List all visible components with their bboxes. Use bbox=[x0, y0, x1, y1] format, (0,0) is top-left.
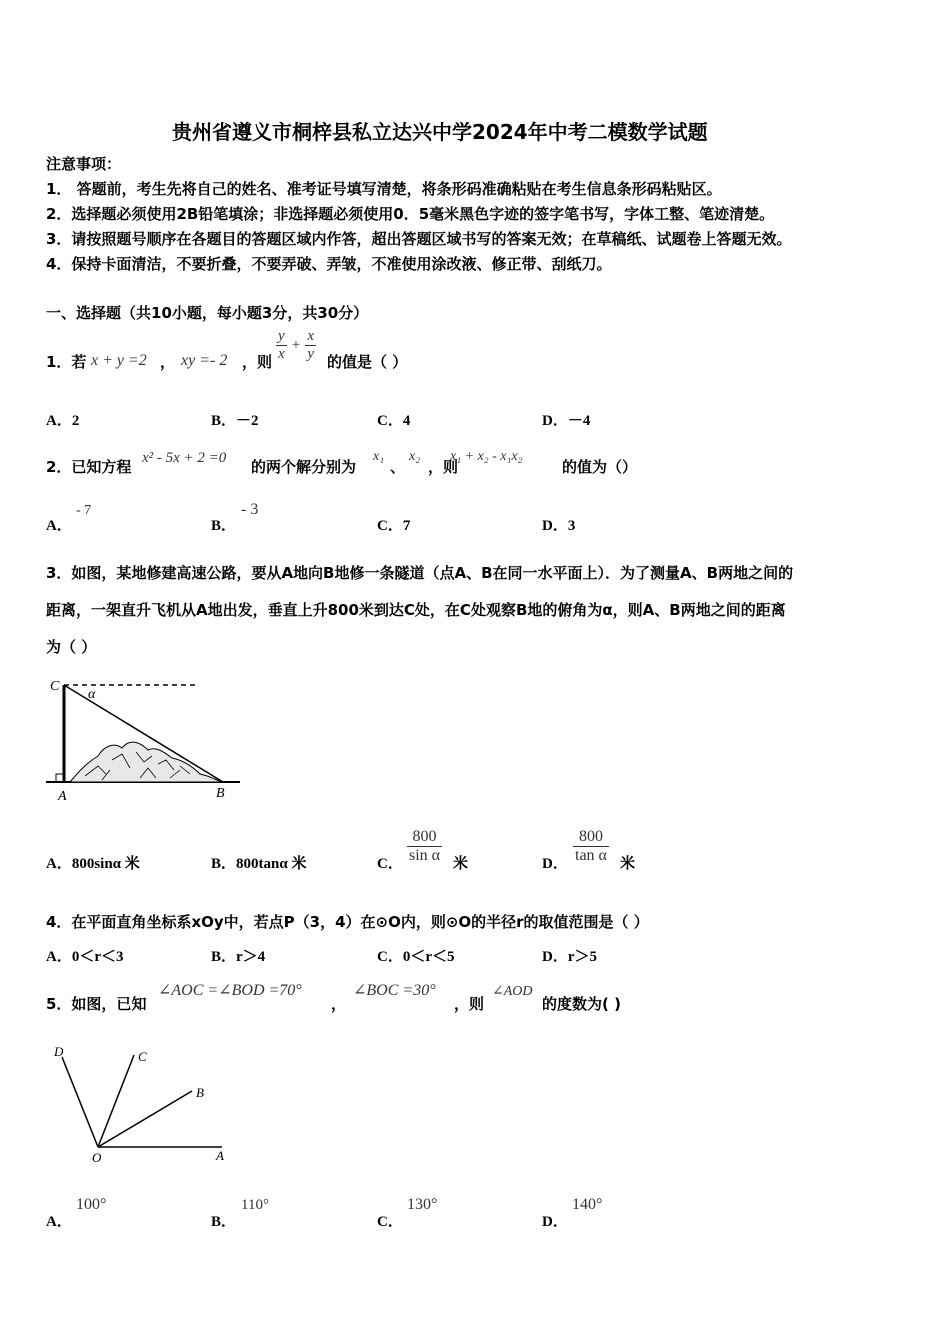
q2-mid1: 的两个解分别为 bbox=[251, 458, 357, 476]
q2-equation: x² - 5x + 2 =0 bbox=[142, 450, 227, 466]
notice-item-2: 2．选择题必须使用2B铅笔填涂；非选择题必须使用0．5毫米黑色字迹的签字笔书写，字体工整、笔迹清楚。 bbox=[46, 205, 775, 223]
q1-equation-1: x + y =2 bbox=[91, 352, 147, 369]
q3-label-alpha: α bbox=[88, 687, 96, 702]
q2-option-d: D．3 bbox=[542, 518, 576, 534]
q2-dun: 、 bbox=[390, 458, 406, 476]
q1-equation-2: xy =- 2 bbox=[181, 352, 228, 369]
q2-suffix: 的值为（） bbox=[562, 458, 638, 476]
q5-option-a-value: 100° bbox=[76, 1196, 107, 1213]
q2-option-b-value: - 3 bbox=[241, 501, 259, 518]
q1-option-a: A．2 bbox=[46, 413, 80, 429]
q5-option-b-value: 110° bbox=[241, 1197, 269, 1213]
q5-label-o: O bbox=[92, 1150, 102, 1165]
q3-option-c-unit: 米 bbox=[453, 856, 469, 872]
q2-mid2: ，则 bbox=[428, 458, 459, 476]
q5-equation-2: ∠BOC =30° bbox=[353, 982, 436, 999]
q3-figure bbox=[40, 670, 250, 805]
page-title: 贵州省遵义市桐梓县私立达兴中学2024年中考二模数学试题 bbox=[172, 120, 708, 144]
q3-mountain-icon bbox=[70, 742, 222, 782]
q1-option-c: C．4 bbox=[377, 413, 411, 429]
q1-plus: + bbox=[291, 337, 301, 353]
q3-label-a: A bbox=[58, 789, 67, 804]
q3-option-c-numerator: 800 bbox=[407, 828, 442, 847]
q1-mid: ，则 bbox=[242, 353, 273, 371]
notice-item-1: 1． 答题前，考生先将自己的姓名、准考证号填写清楚，将条形码准确粘贴在考生信息条形码粘贴区。 bbox=[46, 180, 722, 198]
q5-comma: ， bbox=[331, 995, 347, 1013]
notice-item-4: 4．保持卡面清洁，不要折叠，不要弄破、弄皱，不准使用涂改液、修正带、刮纸刀。 bbox=[46, 255, 612, 273]
q3-line-2: 距离，一架直升飞机从A地出发，垂直上升800米到达C处，在C处观察B地的俯角为α，则A、B两地之间的距离 bbox=[46, 601, 786, 619]
q1-prefix: 1．若 bbox=[46, 353, 87, 371]
q2-option-b-label: B． bbox=[211, 518, 237, 534]
q5-option-c-label: C． bbox=[377, 1214, 403, 1230]
q3-option-d-label: D． bbox=[542, 856, 568, 872]
q5-label-b: B bbox=[196, 1085, 204, 1100]
q3-line-3: 为（ ） bbox=[46, 638, 97, 656]
q1-frac1-den: x bbox=[278, 346, 285, 362]
q1-fraction-expression bbox=[276, 328, 316, 363]
q5-option-d-value: 140° bbox=[572, 1196, 603, 1213]
q5-option-b-label: B． bbox=[211, 1214, 237, 1230]
q2-x1: x₁ bbox=[373, 449, 385, 464]
q5-prefix: 5．如图，已知 bbox=[46, 995, 147, 1013]
q2-expression: x₁ + x₂ - x₁x₂ bbox=[450, 449, 523, 464]
q1-sep: ， bbox=[160, 353, 176, 371]
q1-option-d: D．－4 bbox=[542, 413, 591, 429]
q5-option-c-value: 130° bbox=[407, 1196, 438, 1213]
q5-label-c: C bbox=[138, 1049, 147, 1064]
q5-mid: ，则 bbox=[454, 995, 485, 1013]
q2-option-a-value: - 7 bbox=[76, 503, 92, 518]
q5-label-a: A bbox=[216, 1148, 224, 1163]
q5-figure bbox=[40, 1035, 240, 1170]
q3-label-b: B bbox=[216, 786, 225, 801]
notice-heading: 注意事项： bbox=[46, 155, 122, 173]
q5-equation-3: ∠AOD bbox=[492, 984, 533, 999]
q2-option-a-label: A． bbox=[46, 518, 72, 534]
q5-label-d: D bbox=[54, 1044, 64, 1059]
q5-ray-od bbox=[62, 1057, 98, 1147]
q1-suffix: 的值是（ ） bbox=[327, 353, 408, 371]
q2-option-c: C．7 bbox=[377, 518, 411, 534]
notice-item-3: 3．请按照题号顺序在各题目的答题区域内作答，超出答题区域书写的答案无效；在草稿纸、试题卷上答题无效。 bbox=[46, 230, 792, 248]
q3-option-d-fraction bbox=[573, 828, 609, 865]
q3-label-c: C bbox=[50, 679, 60, 694]
q1-frac2-num: x bbox=[307, 328, 314, 344]
q5-option-a-label: A． bbox=[46, 1214, 72, 1230]
section-heading: 一、选择题（共10小题，每小题3分，共30分） bbox=[46, 304, 369, 322]
q5-ray-ob bbox=[98, 1091, 192, 1147]
q2-prefix: 2．已知方程 bbox=[46, 458, 132, 476]
q3-option-c-fraction bbox=[407, 828, 442, 865]
q1-frac2-den: y bbox=[307, 346, 314, 362]
q3-option-c-denominator: sin α bbox=[409, 847, 441, 864]
q3-line-1: 3．如图，某地修建高速公路，要从A地向B地修一条隧道（点A、B在同一水平面上）．为了测量A、B两地之间的 bbox=[46, 564, 794, 582]
q5-option-d-label: D． bbox=[542, 1214, 568, 1230]
q3-option-b: B．800tanα 米 bbox=[211, 856, 307, 872]
q3-option-d-numerator: 800 bbox=[573, 828, 609, 847]
q5-ray-oc bbox=[98, 1055, 134, 1147]
q2-x2: x₂ bbox=[409, 449, 421, 464]
q4-option-b: B．r＞4 bbox=[211, 949, 266, 965]
q1-frac1-num: y bbox=[278, 328, 285, 344]
q3-option-c-label: C． bbox=[377, 856, 403, 872]
q3-option-a: A．800sinα 米 bbox=[46, 856, 140, 872]
q3-option-d-unit: 米 bbox=[620, 856, 636, 872]
q5-suffix: 的度数为( ) bbox=[542, 995, 621, 1013]
q5-equation-1: ∠AOC =∠BOD =70° bbox=[158, 982, 302, 999]
q4-option-c: C．0＜r＜5 bbox=[377, 949, 455, 965]
q4-option-d: D．r＞5 bbox=[542, 949, 597, 965]
q4-text: 4．在平面直角坐标系xOy中，若点P（3，4）在⊙O内，则⊙O的半径r的取值范围是（ ） bbox=[46, 913, 649, 931]
q4-option-a: A．0＜r＜3 bbox=[46, 949, 124, 965]
q3-option-d-denominator: tan α bbox=[575, 847, 607, 864]
q1-option-b: B．－2 bbox=[211, 413, 259, 429]
